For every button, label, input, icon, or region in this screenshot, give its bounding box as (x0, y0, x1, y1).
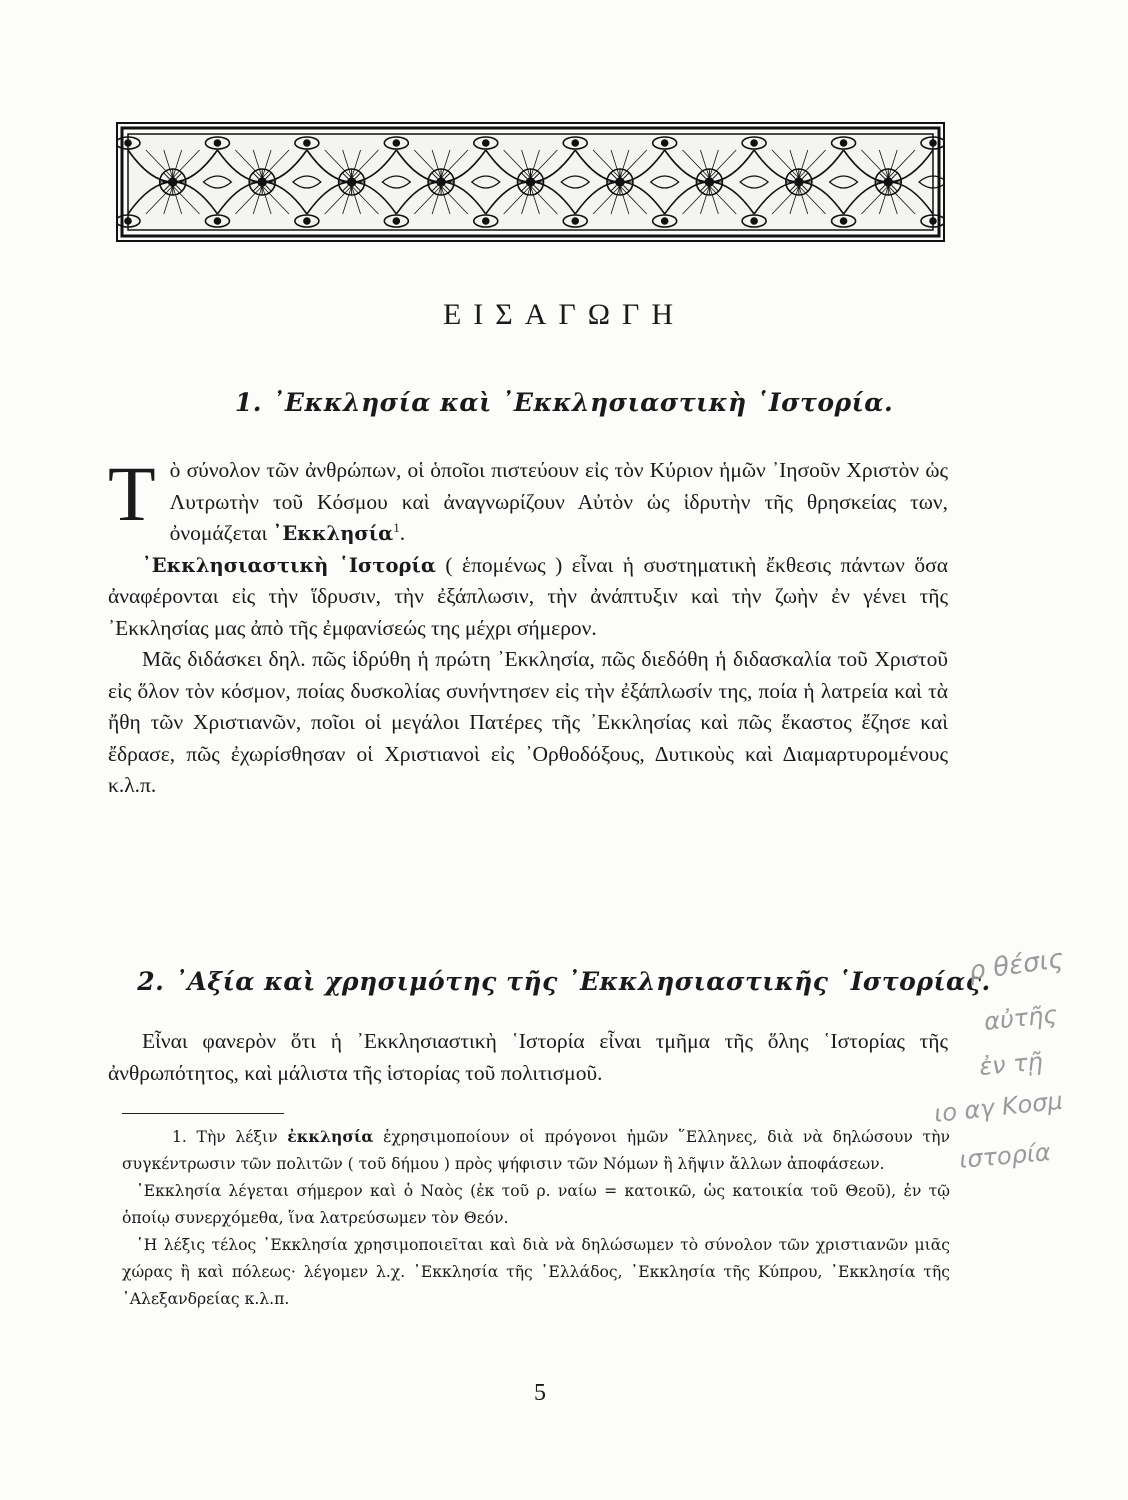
term-ekklisiastiki-istoria: ᾿Εκκλησιαστικὴ ῾Ιστορία (142, 553, 436, 577)
handwritten-margin-note (930, 930, 1128, 1210)
section-1-paragraph-2 (108, 550, 948, 645)
section-1-title: ᾿Εκκλησία καὶ ᾿Εκκλησιαστικὴ ῾Ιστορία. (271, 388, 894, 417)
term-ekklisia: ᾿Εκκλησία (272, 522, 394, 545)
para-2-text: ( ἑπομένως ) εἶναι ἡ συστηματικὴ ἔκθεσις πάντων ὅσα ἀναφέρονται εἰς τὴν ἵδρυσιν, τὴν ἐξάπλωσιν, τὴν ἀνάπτυξιν καὶ τὴν ζωὴν ἐν γένει τῆς ᾿Εκκλησίας μας ἀπὸ τῆς ἐμφανίσεώς της μέχρι σήμερον. (108, 552, 948, 640)
footnote-1-pre: Τὴν λέξιν (196, 1128, 278, 1146)
footnote-2: ᾿Εκκλησία λέγεται σήμερον καὶ ὁ Ναὸς (ἐκ τοῦ ρ. ναίω = κατοικῶ, ὡς κατοικία τοῦ Θεοῦ), ἐν τῷ ὁποίῳ συνερχόμεθα, ἵνα λατρεύσωμεν τὸν Θεόν. (122, 1182, 950, 1227)
margin-note-line-3: ἐν τῇ (978, 1047, 1044, 1081)
footnote-rule (122, 1113, 284, 1114)
section-2-body (108, 1026, 948, 1089)
section-2-paragraph-1: Εἶναι φανερὸν ὅτι ἡ ᾿Εκκλησιαστικὴ ῾Ιστορία εἶναι τμῆμα τῆς ὅλης ῾Ιστορίας τῆς ἀνθρωπότητος, καὶ μάλιστα τῆς ἱστορίας τοῦ πολιτισμοῦ. (108, 1029, 948, 1085)
margin-note-line-1: ρ θέσις (966, 943, 1066, 987)
para-1-text: ὸ σύνολον τῶν ἀνθρώπων, οἱ ὁποῖοι πιστεύουν εἰς τὸν Κύριον ἡμῶν ᾿Ιησοῦν Χριστὸν ὡς Λυτρωτὴν τοῦ Κόσμου καὶ ἀναγνωρίζουν Αὐτὸν ὡς ἱδρυτὴν τῆς θρησκείας των, ὀνομάζεται (169, 458, 948, 545)
section-1-heading (0, 388, 1128, 417)
margin-note-line-5: ιστορία (958, 1138, 1052, 1174)
section-1-paragraph-1 (108, 450, 948, 550)
section-1-paragraph-3: Μᾶς διδάσκει δηλ. πῶς ἱδρύθη ἡ πρώτη ᾿Εκκλησία, πῶς διεδόθη ἡ διδασκαλία τοῦ Χριστοῦ εἰς ὅλον τὸν κόσμον, ποίας δυσκολίας συνήντησεν εἰς τὴν ἐξάπλωσίν της, ποία ἡ λατρεία καὶ τὰ ἤθη τῶν Χριστιανῶν, ποῖοι οἱ μεγάλοι Πατέρες τῆς ᾿Εκκλησίας καὶ πῶς ἕκαστος ἔζησε καὶ ἔδρασε, πῶς ἐχωρίσθησαν οἱ Χριστιανοὶ εἰς ᾿Ορθοδόξους, Δυτικοὺς καὶ Διαμαρτυρομένους κ.λ.π. (108, 647, 948, 797)
para-1-end: . (399, 521, 406, 545)
margin-note-line-2: αὐτῆς (982, 1000, 1059, 1036)
section-2-title: ᾿Αξία καὶ χρησιμότης τῆς ᾿Εκκλησιαστικῆς ῾Ιστορίας. (174, 967, 991, 996)
chapter-title: ΕΙΣΑΓΩΓΗ (442, 298, 686, 331)
ornamental-header-band (116, 122, 945, 242)
footnote-1 (122, 1123, 950, 1178)
section-1-number: 1. (234, 388, 262, 417)
footnote-1-post: ἐχρησιμοποίουν οἱ πρόγονοι ἡμῶν ῞Ελληνες, διὰ νὰ δηλώσουν τὴν συγκέντρωσιν τῶν πολιτῶν ( τοῦ δήμου ) πρὸς ψήφισιν τῶν Νόμων ἢ λῆψιν ἄλλων ἀποφάσεων. (122, 1128, 950, 1173)
footnote-1-term: ἐκκλησία (287, 1127, 374, 1146)
page-number: 5 (534, 1380, 546, 1406)
footnote-ref-1: 1 (393, 519, 400, 535)
footnotes (122, 1123, 950, 1313)
drop-cap: Τ (108, 450, 156, 537)
margin-note-line-4: ιο αγ Κοσμ (932, 1086, 1064, 1128)
section-2-number: 2. (137, 967, 165, 996)
footnote-3: ῾Η λέξις τέλος ᾿Εκκλησία χρησιμοποιεῖται καὶ διὰ νὰ δηλώσωμεν τὸ σύνολον τῶν χριστιανῶν μιᾶς χώρας ἢ καὶ πόλεως· λέγομεν λ.χ. ᾿Εκκλησία τῆς ῾Ελλάδος, ᾿Εκκλησία τῆς Κύπρου, ᾿Εκκλησία τῆς ᾿Αλεξανδρείας κ.λ.π. (122, 1236, 950, 1308)
section-1-body (108, 450, 948, 802)
footnote-1-number: 1. (172, 1128, 187, 1146)
